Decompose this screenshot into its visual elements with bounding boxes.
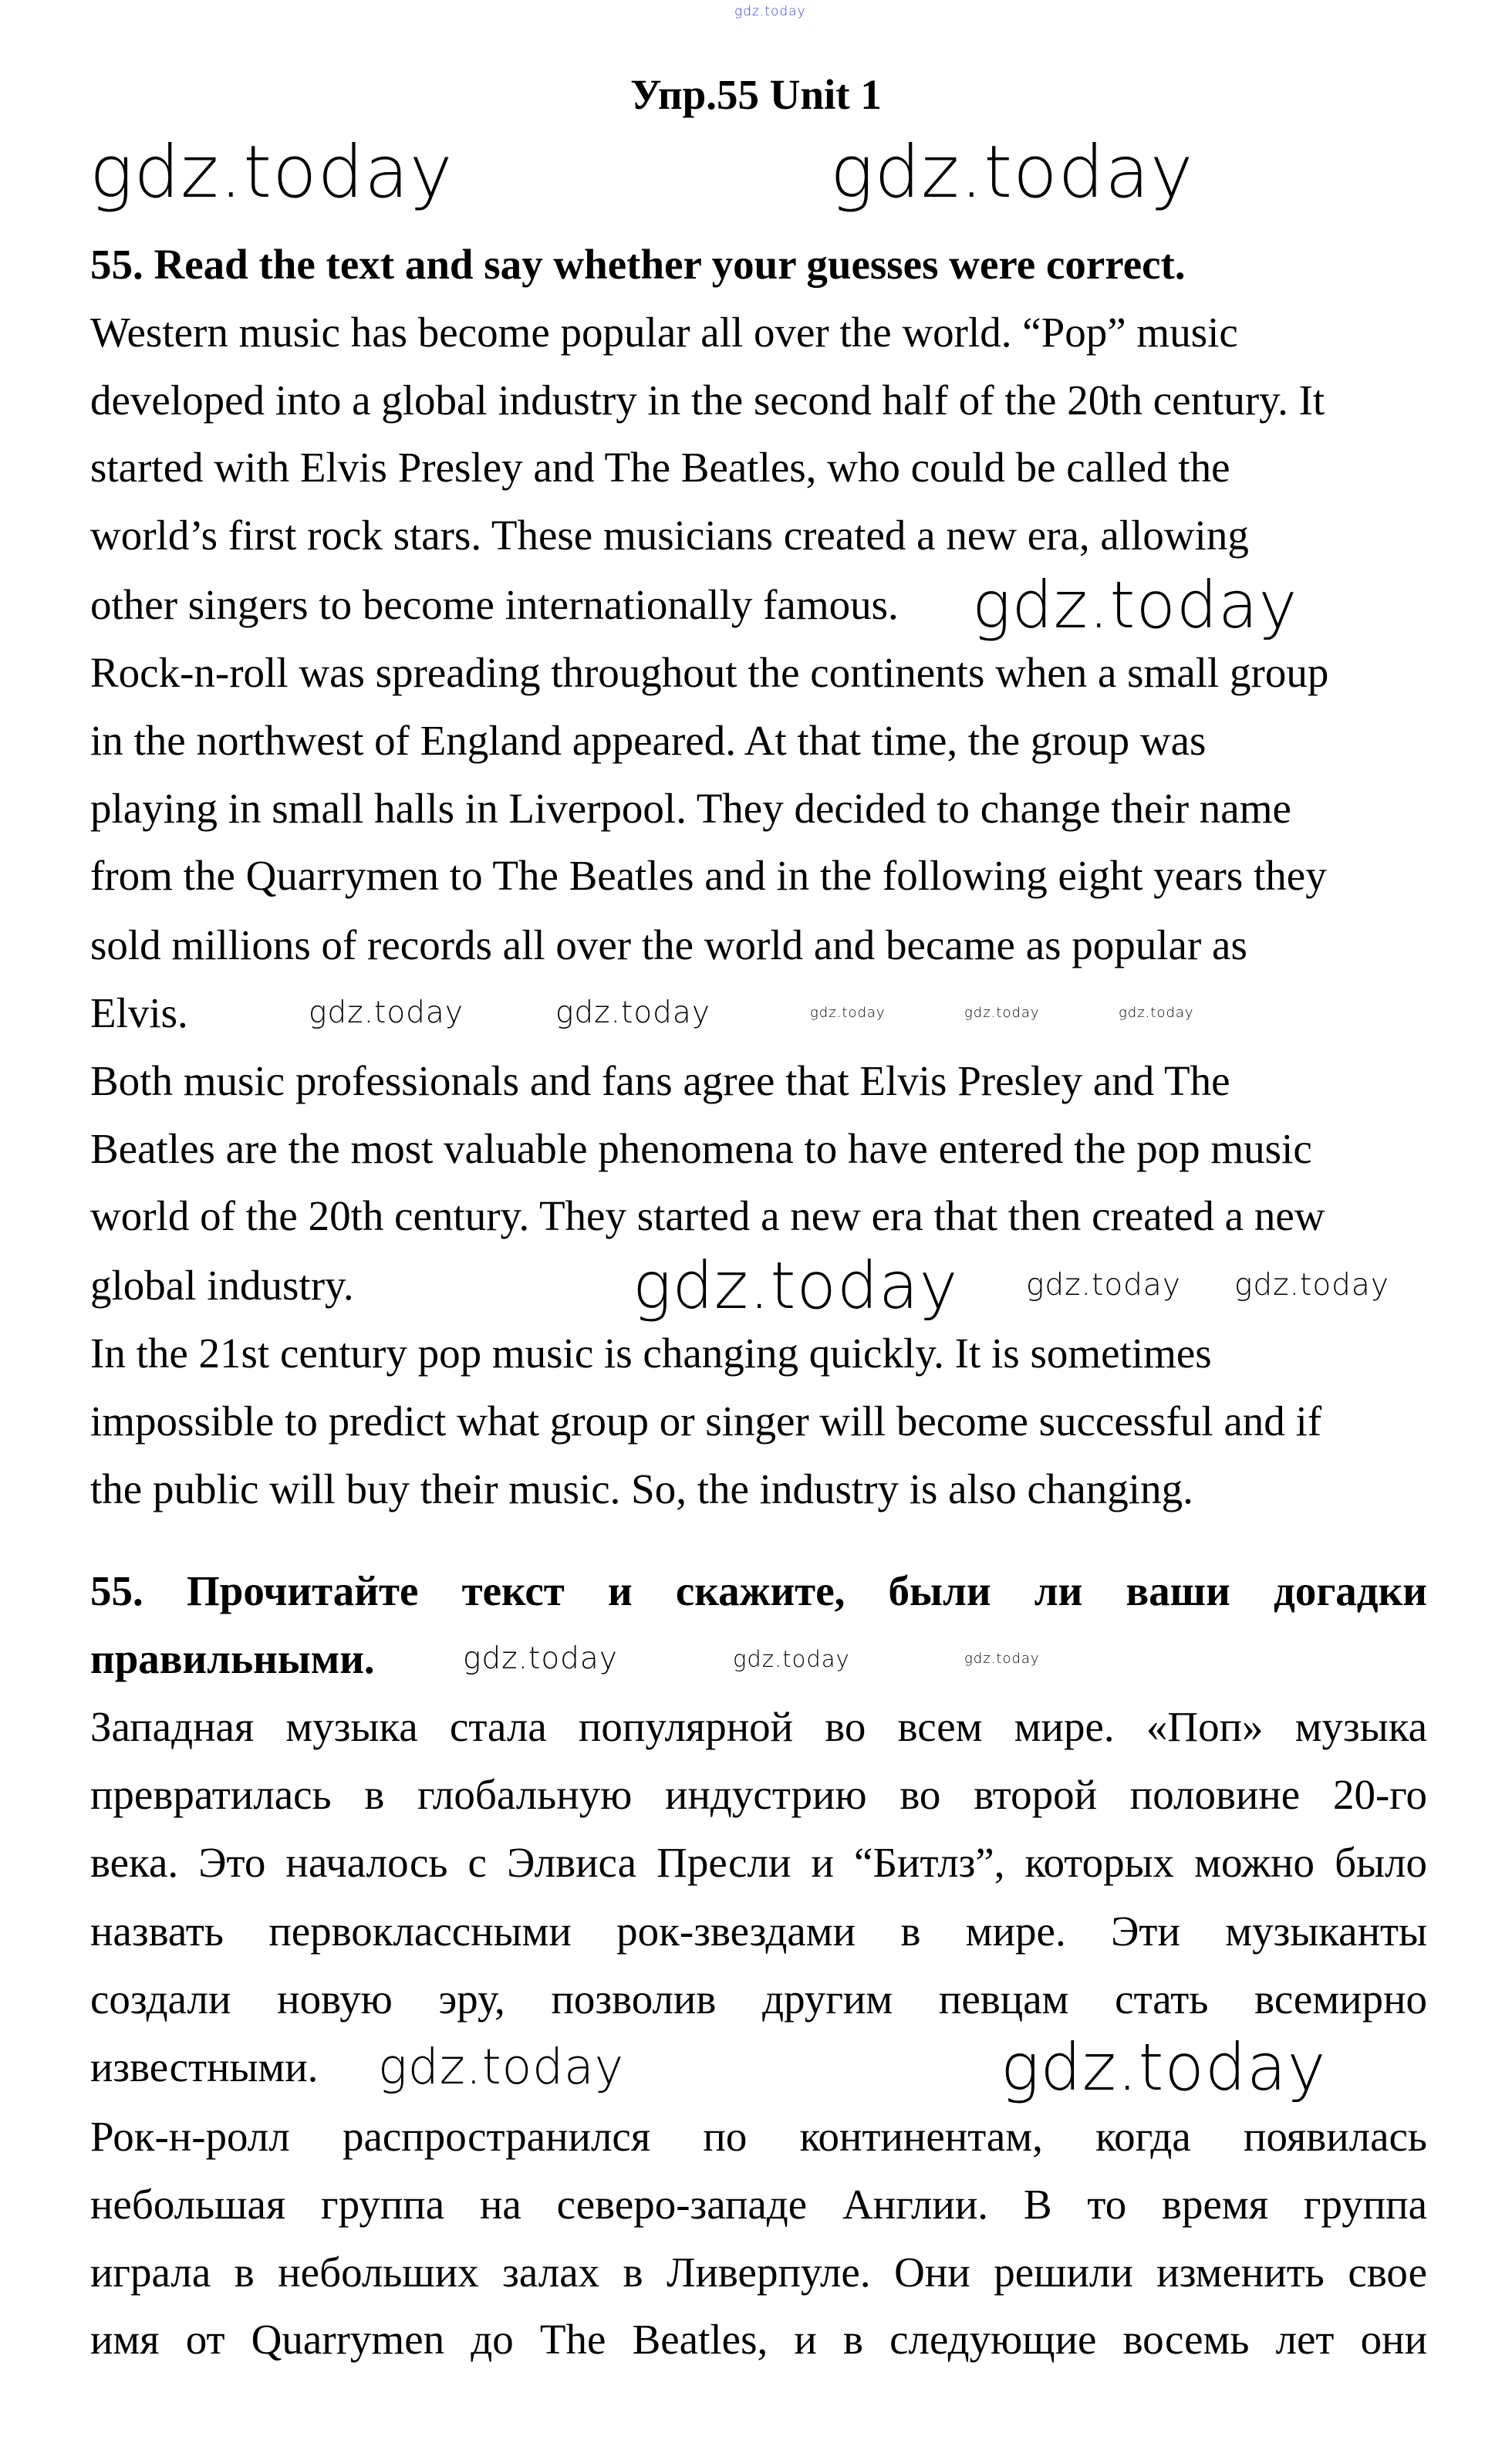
russian-text-line: превратилась в глобальную индустрию во второй половине 20-го xyxy=(90,1771,1427,1818)
english-text-line: Rock-n-roll was spreading throughout the continents when a small group xyxy=(90,649,1329,696)
watermark: gdz.today xyxy=(463,1641,618,1676)
russian-text-line: создали новую эру, позволив другим певцам стать всемирно xyxy=(90,1975,1427,2023)
watermark: gdz.today xyxy=(378,2039,625,2095)
english-text-line: Beatles are the most valuable phenomena to have entered the pop music xyxy=(90,1125,1312,1172)
watermark: gdz.today xyxy=(1026,1268,1181,1303)
watermark: gdz.today xyxy=(830,130,1194,215)
english-heading: 55. Read the text and say whether your guesses were correct. xyxy=(90,241,1186,288)
russian-text-line: назвать первоклассными рок-звездами в мире. Эти музыканты xyxy=(90,1908,1427,1955)
english-text-line: started with Elvis Presley and The Beatles, who could be called the xyxy=(90,444,1230,491)
watermark: gdz.today xyxy=(1001,2029,1327,2105)
watermark: gdz.today xyxy=(964,1651,1040,1667)
english-text-line: the public will buy their music. So, the industry is also changing. xyxy=(90,1465,1193,1512)
watermark: gdz.today xyxy=(89,130,454,215)
russian-text-line: Западная музыка стала популярной во всем мире. «Поп» музыка xyxy=(90,1703,1427,1750)
english-text-line: playing in small halls in Liverpool. They decided to change their name xyxy=(90,785,1291,832)
english-text-line: world’s first rock stars. These musicians created a new era, allowing xyxy=(90,512,1249,559)
english-text-line: in the northwest of England appeared. At that time, the group was xyxy=(90,717,1207,764)
russian-text-line: Рок-н-ролл распространился по континентам, когда появилась xyxy=(90,2113,1427,2160)
watermark: gdz.today xyxy=(1234,1268,1389,1303)
russian-heading: правильными. xyxy=(90,1635,375,1682)
watermark: gdz.today xyxy=(733,1646,850,1672)
russian-text-line: играла в небольших залах в Ливерпуле. Они решили изменить свое xyxy=(90,2249,1427,2296)
english-text-line: impossible to predict what group or singer will become successful and if xyxy=(90,1397,1322,1445)
english-text-line: world of the 20th century. They started a new era that then created a new xyxy=(90,1192,1325,1239)
english-text-line: Elvis. xyxy=(90,989,188,1036)
english-text-line: developed into a global industry in the second half of the 20th century. It xyxy=(90,377,1325,424)
english-text-line: other singers to become internationally famous. xyxy=(90,581,899,628)
english-text-line: from the Quarrymen to The Beatles and in the following eight years they xyxy=(90,852,1327,899)
english-text-line: In the 21st century pop music is changing quickly. It is sometimes xyxy=(90,1330,1212,1377)
watermark: gdz.today xyxy=(1119,1005,1194,1021)
russian-text-line: имя от Quarrymen до The Beatles, и в следующие восемь лет они xyxy=(90,2316,1427,2363)
english-text-line: Western music has become popular all over the world. “Pop” music xyxy=(90,309,1238,356)
watermark: gdz.today xyxy=(555,995,710,1030)
page-title: Упр.55 Unit 1 xyxy=(630,71,882,118)
russian-text-line: известными. xyxy=(90,2043,319,2090)
watermark: gdz.today xyxy=(309,995,464,1030)
russian-text-line: века. Это началось с Элвиса Пресли и “Битлз”, которых можно было xyxy=(90,1839,1427,1886)
watermark: gdz.today xyxy=(964,1005,1040,1021)
english-text-line: global industry. xyxy=(90,1262,354,1309)
watermark: gdz.today xyxy=(972,567,1298,643)
watermark: gdz.today xyxy=(810,1005,886,1021)
russian-heading: 55. Прочитайте текст и скажите, были ли ваши догадки xyxy=(90,1567,1427,1614)
russian-text-line: небольшая группа на северо-западе Англии. В то время группа xyxy=(90,2181,1427,2228)
english-text-line: Both music professionals and fans agree that Elvis Presley and The xyxy=(90,1057,1230,1104)
english-text-line: sold millions of records all over the world and became as popular as xyxy=(90,921,1247,968)
header-watermark: gdz.today xyxy=(734,4,806,19)
watermark: gdz.today xyxy=(633,1248,959,1323)
